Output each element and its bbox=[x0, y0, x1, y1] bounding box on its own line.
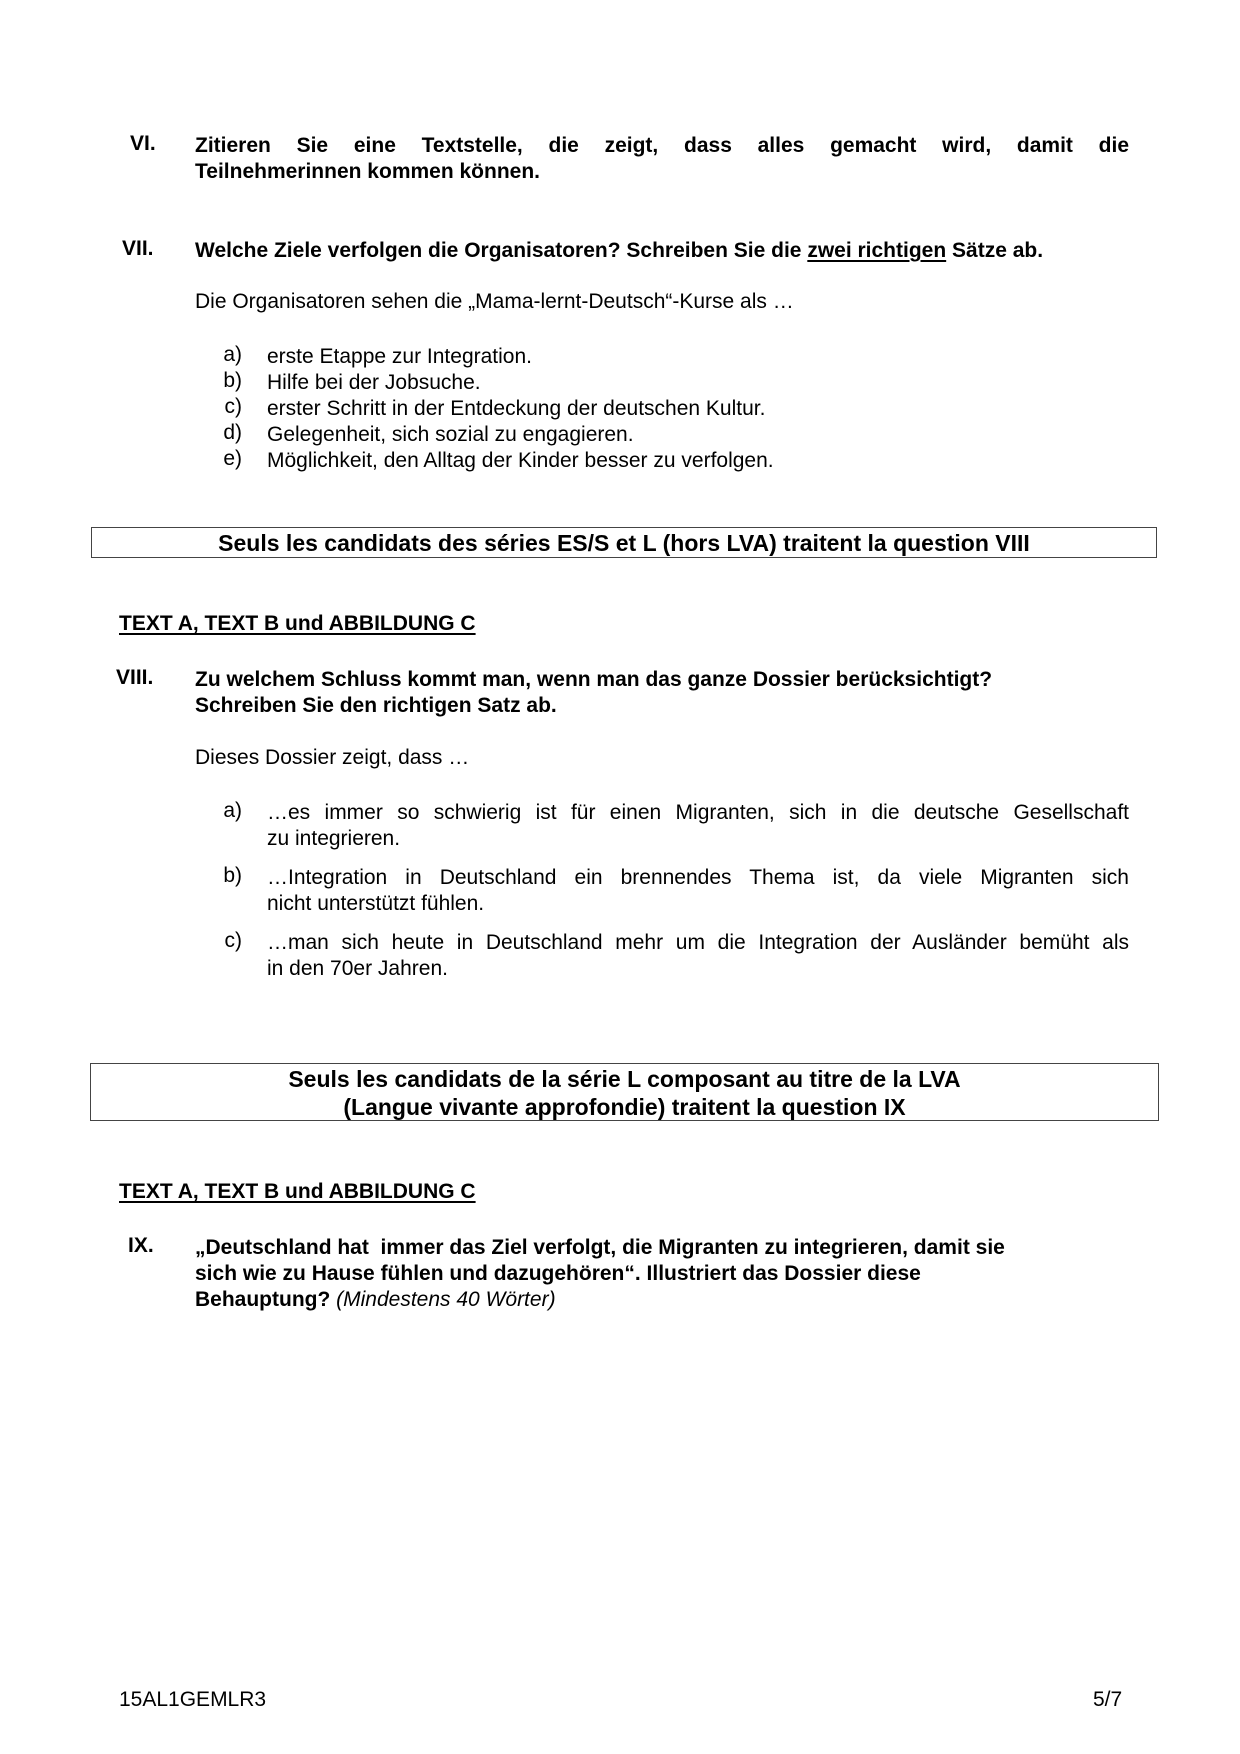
question-vii-options bbox=[212, 343, 774, 473]
question-number-viii: VIII. bbox=[116, 666, 154, 689]
option-text-line2: zu integrieren. bbox=[267, 827, 401, 850]
list-item bbox=[212, 395, 774, 421]
option-letter: d) bbox=[223, 421, 242, 444]
list-item bbox=[212, 369, 774, 395]
option-text-line1: …Integration in Deutschland ein brennendes Thema ist, da viele Migranten sich bbox=[267, 866, 1129, 889]
question-viii-line2: Schreiben Sie den richtigen Satz ab. bbox=[195, 694, 557, 717]
question-vii-prompt-after: Sätze ab. bbox=[952, 239, 1044, 262]
document-code: 15AL1GEMLR3 bbox=[119, 1688, 267, 1711]
option-text: Gelegenheit, sich sozial zu engagieren. bbox=[267, 423, 634, 446]
list-item bbox=[212, 447, 774, 473]
option-letter: c) bbox=[224, 929, 242, 952]
option-letter: e) bbox=[223, 447, 242, 470]
question-ix-line1: „Deutschland hat immer das Ziel verfolgt, die Migranten zu integrieren, damit sie bbox=[195, 1236, 1005, 1259]
question-number-vii: VII. bbox=[122, 237, 154, 260]
instruction-box-ix-line1: Seuls les candidats de la série L composant au titre de la LVA bbox=[288, 1066, 961, 1092]
option-text: erste Etappe zur Integration. bbox=[267, 345, 532, 368]
question-number-vi: VI. bbox=[130, 132, 156, 155]
instruction-box-ix-line2: (Langue vivante approfondie) traitent la question IX bbox=[343, 1094, 906, 1120]
list-item bbox=[212, 343, 774, 369]
option-text: Hilfe bei der Jobsuche. bbox=[267, 371, 481, 394]
option-letter: a) bbox=[223, 799, 242, 822]
question-vi-line2: Teilnehmerinnen kommen können. bbox=[195, 160, 541, 183]
question-ix-line3 bbox=[195, 1286, 556, 1313]
instruction-box-viii bbox=[91, 527, 1157, 558]
question-viii-line1: Zu welchem Schluss kommt man, wenn man das ganze Dossier berücksichtigt? bbox=[195, 668, 993, 691]
option-text: Möglichkeit, den Alltag der Kinder besser zu verfolgen. bbox=[267, 449, 774, 472]
option-text-line2: in den 70er Jahren. bbox=[267, 957, 448, 980]
question-viii-stem: Dieses Dossier zeigt, dass … bbox=[195, 746, 470, 769]
page-number: 5/7 bbox=[1093, 1688, 1123, 1711]
option-text-line2: nicht unterstützt fühlen. bbox=[267, 892, 485, 915]
question-number-ix: IX. bbox=[128, 1234, 154, 1257]
option-text-line1: …man sich heute in Deutschland mehr um die Integration der Ausländer bemüht als bbox=[267, 931, 1129, 954]
question-vii-stem: Die Organisatoren sehen die „Mama-lernt-Deutsch“-Kurse als … bbox=[195, 290, 794, 313]
section-heading-viii: TEXT A, TEXT B und ABBILDUNG C bbox=[119, 612, 476, 635]
option-letter: b) bbox=[223, 864, 242, 887]
option-letter: b) bbox=[223, 369, 242, 392]
instruction-box-ix bbox=[90, 1063, 1159, 1121]
question-ix-word-count: (Mindestens 40 Wörter) bbox=[336, 1288, 556, 1311]
option-letter: c) bbox=[224, 395, 242, 418]
option-letter: a) bbox=[223, 343, 242, 366]
question-ix-line2: sich wie zu Hause fühlen und dazugehören“. Illustriert das Dossier diese bbox=[195, 1262, 921, 1285]
instruction-box-viii-text: Seuls les candidats des séries ES/S et L (hors LVA) traitent la question VIII bbox=[218, 530, 1030, 556]
question-vii-prompt-underlined: zwei richtigen bbox=[807, 239, 947, 262]
option-text-line1: …es immer so schwierig ist für einen Migranten, sich in die deutsche Gesellschaft bbox=[267, 801, 1129, 824]
section-heading-ix: TEXT A, TEXT B und ABBILDUNG C bbox=[119, 1180, 476, 1203]
question-vii-prompt-before: Welche Ziele verfolgen die Organisatoren? Schreiben Sie die bbox=[195, 239, 802, 262]
option-text: erster Schritt in der Entdeckung der deutschen Kultur. bbox=[267, 397, 766, 420]
list-item bbox=[212, 421, 774, 447]
question-ix-line3-bold: Behauptung? bbox=[195, 1288, 331, 1311]
question-vii-prompt bbox=[195, 237, 1043, 264]
question-vi-line1: Zitieren Sie eine Textstelle, die zeigt, dass alles gemacht wird, damit die bbox=[195, 134, 1129, 157]
